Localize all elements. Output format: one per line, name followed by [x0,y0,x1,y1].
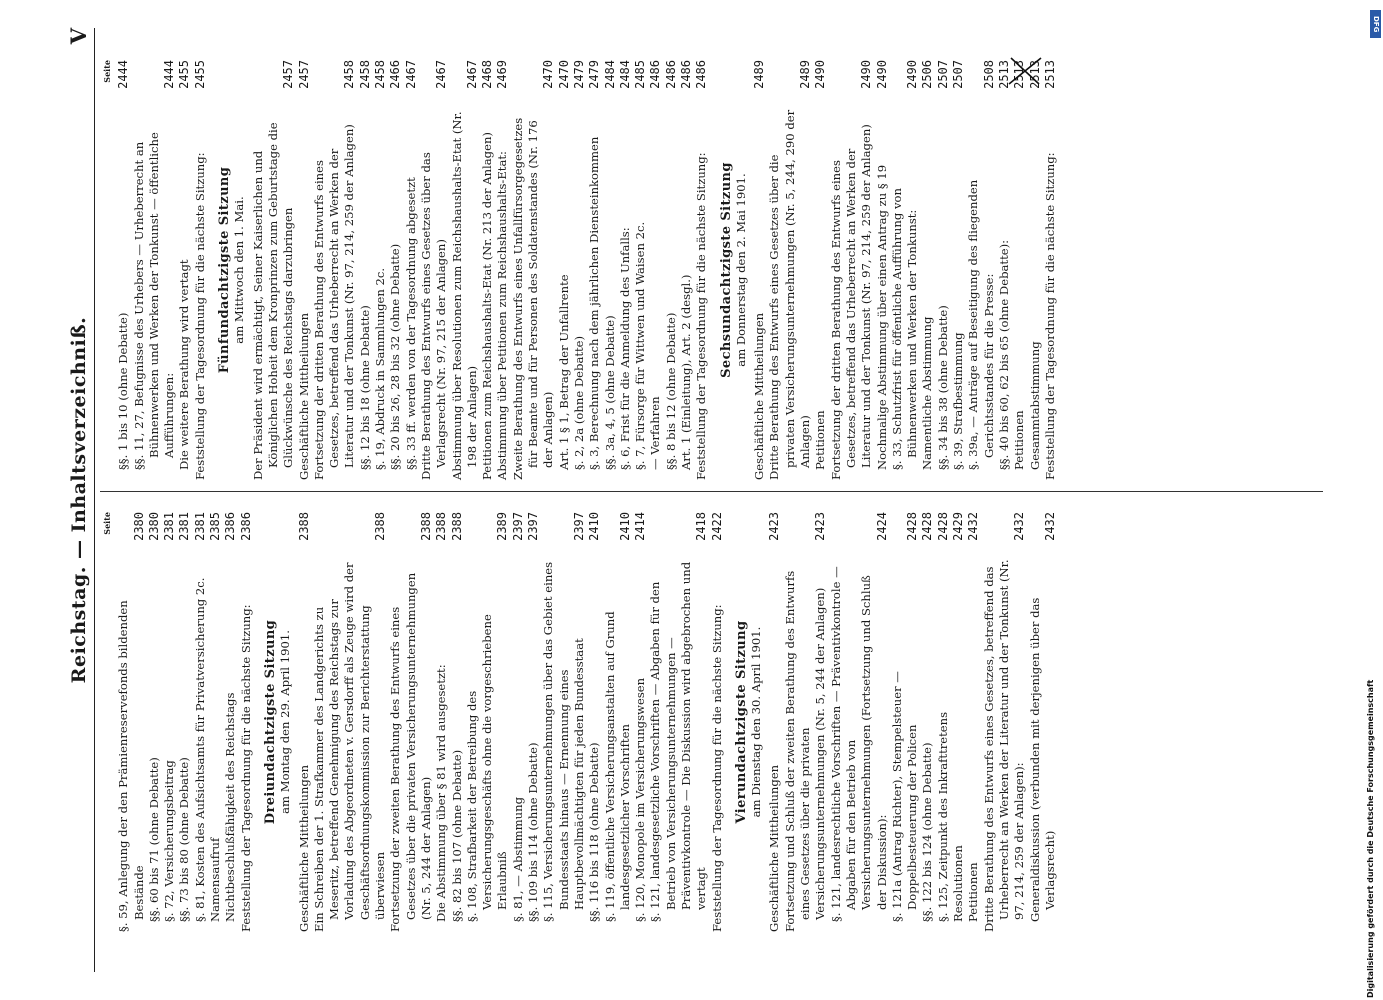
toc-entry-text: Geschäftliche Mittheilungen [296,312,311,480]
page-header [60,28,95,972]
toc-page-number: 2484 [617,60,632,89]
toc-entry [251,60,297,480]
digitization-credit: Digitalisierung gefördert durch die Deutsche Forschungsgemeinschaft [1366,679,1375,998]
toc-entry-text: Geschäftliche Mittheilungen [296,764,311,932]
toc-entry-text: §. 3, Berechnung nach dem jährlichen Diensteinkommen [587,136,602,470]
session-title: Dreiundachtzigste Sitzung [262,619,278,825]
toc-page-number: 2418 [694,512,709,541]
toc-entry-text: §. 81, — Abstimmung [510,796,525,922]
toc-page-number: 2486 [663,60,678,89]
toc-page-number: 2432 [966,512,981,541]
toc-page-number: 2513 [1012,60,1027,89]
toc-entry [312,60,358,480]
toc-page-number: 2444 [162,60,177,89]
toc-entry-text: Namentliche Abstimmung [920,316,935,470]
toc-entry-text: §§. 109 bis 114 (ohne Debatte) [526,742,541,922]
toc-page-number: 2397 [510,512,525,541]
toc-entry-text: Art. 1 (Einleitung), Art. 2 (desgl.) [678,274,693,470]
toc-page-number: 2486 [694,60,709,89]
toc-page-number: 2388 [434,512,449,541]
toc-page-number: 2423 [813,512,828,541]
toc-page-number: 2455 [177,60,192,89]
toc-page-number: 2389 [495,512,510,541]
toc-page-number: 2386 [238,512,253,541]
toc-entry-text: Die Abstimmung über § 81 wird ausgesetzt: [434,664,449,922]
toc-page-number: 2506 [920,60,935,89]
toc-entry-text: Feststellung der Tagesordnung für die nächste Sitzung: [1042,152,1057,480]
toc-entry-text: §§. 73 bis 80 (ohne Debatte) [177,757,192,922]
running-title: Reichstag. — Inhaltsverzeichniß. [68,316,90,684]
toc-entry [767,512,782,932]
toc-entry [982,512,1028,932]
toc-entry [829,60,875,480]
toc-entry [767,60,813,480]
toc-page-number: 2432 [1012,512,1027,541]
toc-entry-text: Nochmalige Abstimmung über einen Antrag zu § 19 [874,164,889,470]
toc-page-number: 2432 [1042,512,1057,541]
toc-entry [890,60,921,480]
toc-page-number: 2508 [981,60,996,89]
toc-entry-text: §§. 40 bis 60, 62 bis 65 (ohne Debatte): [996,239,1011,470]
toc-entry-text: Fortsetzung und Schluß der zweiten Berathung des Entwurfs eines Gesetzes über die privaten Versicherungsunternehmungen (Nr. 5, 244 der Anlagen) [782,570,828,932]
toc-entry-text: Fortsetzung der zweiten Berathung des Entwurfs eines Gesetzes über die privaten Versicherungsunternehmungen (Nr. 5, 244 der Anlagen) [388,572,433,932]
toc-entry [618,60,633,480]
toc-entry-text: §§. 20 bis 26, 28 bis 32 (ohne Debatte) [388,243,403,470]
toc-entry [966,60,997,480]
toc-entry [813,60,828,480]
toc-page-number: 2490 [905,60,920,89]
toc-entry [951,60,966,480]
toc-entry-text: §§. 60 bis 71 (ohne Debatte) [146,757,161,922]
column-divider [100,491,1323,492]
toc-entry-text: §§. 8 bis 12 (ohne Debatte) [663,312,678,470]
toc-entry-text: Feststellung der Tagesordnung für die nächste Sitzung: [238,604,253,932]
toc-entry [162,512,177,932]
toc-entry [526,512,541,932]
toc-entry [633,60,648,480]
toc-entry-text: Fortsetzung der dritten Berathung des Entwurfs eines Gesetzes, betreffend das Urheberrecht an Werken der Literatur und der Tonkunst (Nr. 97, 214, 259 der Anlagen) [828,124,874,480]
toc-entry [648,60,663,480]
left-column [100,512,1313,932]
toc-entry-text: §. 33, Schutzfrist für öffentliche Aufführung von Bühnenwerken und Werken der Tonkunst: [889,188,920,470]
toc-entry-text: Abstimmung über Resolutionen zum Reichshaushalts-Etat (Nr. 198 der Anlagen) [449,111,479,480]
toc-entry [920,512,935,932]
toc-entry [147,512,162,932]
toc-entry-text: §§. 33 ff. werden von der Tagesordnung abgesetzt [403,177,418,470]
toc-entry [116,512,147,932]
toc-entry-text: Geschäftliche Mittheilungen [752,312,767,480]
toc-page-number: 2414 [633,512,648,541]
toc-page-number: 2513 [1027,60,1042,89]
toc-entry [297,512,312,932]
toc-entry-text: Ein Schreiben der 1. Strafkammer des Landgerichts zu Meseritz, betreffend Genehmigung des Reichstags zur Vorladung des Abgeordneten v. Gersdorff als Zeuge wird der Geschäftsordnungskommission zur Berichterstattung überwiesen [311,562,388,932]
toc-entry [936,60,951,480]
toc-entry-text: Die weitere Berathung wird vertagt [177,259,192,470]
toc-page-number: 2490 [874,60,889,89]
toc-page-number: 2397 [571,512,586,541]
toc-entry [480,60,495,480]
session-title: Fünfundachtzigste Sitzung [217,166,233,374]
toc-entry-text: Petitionen [966,862,981,922]
toc-entry-text: Dritte Berathung des Entwurfs eines Gesetzes über die privaten Versicherungsunternehmungen (Nr. 5, 244, 290 der Anlagen) [767,109,813,480]
toc-entry-text: Abstimmung über Petitionen zum Reichshaushalts-Etat: [495,151,510,480]
toc-entry-text: §. 120, Monopole im Versicherungswesen [633,677,648,922]
toc-page-number: 2513 [996,60,1011,89]
toc-entry-text: §. 19, Abdruck in Sammlungen 2c. [373,267,388,470]
toc-page-number: 2380 [131,512,146,541]
toc-entry [679,60,694,480]
toc-page-number: 2485 [633,60,648,89]
toc-page-number: 2490 [859,60,874,89]
handwritten-cross-mark [1005,54,1045,88]
toc-page-number: 2388 [418,512,433,541]
toc-page-number: 2467 [403,60,418,89]
toc-entry-text: Geschäftliche Mittheilungen [767,764,782,932]
toc-entry-text: §. 115, Versicherungsunternehmungen über das Gebiet eines Bundesstaats hinaus — Ernennung eines Hauptbevollmächtigten für jeden Bundesstaat [541,561,586,922]
seite-label: Seite [102,60,112,83]
toc-entry-text: Gesammtabstimmung [1027,341,1042,470]
toc-entry [997,60,1012,480]
toc-entry-text: Nichtbeschlußfähigkeit des Reichstags [223,692,238,922]
session-date: am Dienstag den 30. April 1901. [749,626,764,818]
toc-entry-text: Resolutionen [951,845,966,922]
toc-entry [557,60,572,480]
toc-entry-text: §§. 12 bis 18 (ohne Debatte) [357,305,372,470]
toc-entry-text: Fortsetzung der dritten Berathung des Entwurfs eines Gesetzes, betreffend das Urheberrecht an Werken der Literatur und der Tonkunst (Nr. 97, 214, 259 der Anlagen) [311,124,357,480]
toc-entry [193,512,208,932]
toc-page-number: 2468 [480,60,495,89]
toc-entry [511,60,557,480]
toc-page-number: 2388 [373,512,388,541]
toc-page-number: 2410 [617,512,632,541]
toc-page-number: 2397 [526,512,541,541]
toc-entry [890,512,921,932]
toc-entry [587,60,602,480]
toc-page-number: 2428 [920,512,935,541]
toc-page-number: 2410 [587,512,602,541]
toc-entry [633,512,648,932]
toc-entry-text: §. 2, 2a (ohne Debatte) [571,335,586,470]
toc-entry [951,512,966,932]
toc-entry [297,60,312,480]
toc-entry-text: §§. 1 bis 10 (ohne Debatte) [116,312,131,470]
toc-entry-text: Dritte Berathung des Entwurfs eines Gesetzes, betreffend das Urheberrecht an Werken der Literatur und der Tonkunst (Nr. 97, 214, 259 der Anlagen): [981,559,1027,932]
toc-entry [1028,512,1059,932]
toc-entry [920,60,935,480]
toc-entry-text: Generaldiskussion (verbunden mit derjenigen über das Verlagsrecht) [1027,597,1057,922]
toc-page-number: 2457 [281,60,296,89]
toc-entry [664,60,679,480]
toc-entry-text: §. 121a (Antrag Richter), Stempelsteuer — Doppelbesteuerung der Policen [889,671,920,922]
toc-entry-text: §. 39a, — Anträge auf Beseitigung des fliegenden Gerichtsstandes für die Presse: [966,179,996,470]
toc-entry [936,512,951,932]
toc-entry-text: §§. 11, 27, Befugnisse des Urhebers — Urheberrecht an Bühnenwerken und Werken der Tonkunst — öffentliche Aufführungen: [131,132,177,470]
toc-entry-text: Feststellung der Tagesordnung für die nächste Sitzung: [709,604,724,932]
toc-entry [450,512,465,932]
toc-entry [239,512,254,932]
toc-page-number: 2513 [1042,60,1057,89]
toc-page-number: 2386 [223,512,238,541]
toc-page-number: 2479 [587,60,602,89]
toc-page-number: 2507 [951,60,966,89]
toc-page-number: 2458 [373,60,388,89]
toc-entry [193,60,208,480]
toc-entry [132,60,178,480]
toc-entry-text: §. 125, Zeitpunkt des Inkrafttretens [935,711,950,922]
toc-page-number: 2489 [752,60,767,89]
toc-entry-text: §§. 122 bis 124 (ohne Debatte) [920,742,935,922]
toc-entry [177,512,192,932]
toc-entry-text: Zweite Berathung des Entwurfs eines Unfallfürsorgegesetzes für Beamte und für Personen des Soldatenstandes (Nr. 176 der Anlagen) [510,117,556,480]
toc-entry-text: Feststellung der Tagesordnung für die nächste Sitzung: [694,152,709,480]
toc-entry [404,60,419,480]
toc-entry-text: §. 72, Versicherungsbeitrag [162,760,177,922]
toc-entry [208,512,223,932]
toc-entry [116,60,131,480]
session-date: am Montag den 29. April 1901. [278,630,293,814]
toc-entry [495,60,510,480]
toc-page-number: 2444 [116,60,131,89]
toc-entry-text: §. 7, Fürsorge für Wittwen und Waisen 2c. [633,221,648,470]
toc-page-number: 2388 [449,512,464,541]
toc-entry-text: §. 121, landesgesetzliche Vorschriften — Abgaben für den Betrieb von Versicherungsunternehmungen — Präventivkontrole — Die Diskussion wird abgebrochen und vertagt [648,561,709,922]
toc-page-number: 2490 [813,60,828,89]
toc-entry [603,60,618,480]
toc-page-number: 2489 [798,60,813,89]
toc-entry [388,60,403,480]
toc-entry-text: Namensaufruf [208,837,223,922]
toc-entry [388,512,434,932]
toc-entry-text: §. 81, Kosten des Aufsichtsamts für Privatversicherung 2c. [192,577,207,922]
toc-page-number: 2484 [602,60,617,89]
toc-entry [648,512,709,932]
toc-page-number: 2486 [648,60,663,89]
toc-page-number: 2455 [192,60,207,89]
toc-entry-text: §. 121, landesrechtliche Vorschriften — Präventivkontrole — Abgaben für den Betrieb von Versicherungsunternehmungen (Fortsetzung und Schluß der Diskussion): [828,566,889,922]
toc-entry-text: — Verfahren [648,396,663,470]
toc-page-number: 2466 [388,60,403,89]
toc-page-number: 2470 [541,60,556,89]
toc-page-number: 2381 [177,512,192,541]
toc-entry-text: §. 119, öffentliche Versicherungsanstalten auf Grund landesgesetzlicher Vorschriften [602,611,632,922]
toc-entry-text: §. 6, Frist für die Anmeldung des Unfalls: [617,227,632,470]
toc-page-number: 2423 [767,512,782,541]
toc-page-number: 2458 [342,60,357,89]
toc-entry [966,512,981,932]
toc-entry-text: §§. 116 bis 118 (ohne Debatte) [587,742,602,922]
toc-entry-text: Dritte Berathung des Entwurfs eines Gesetzes über das Verlagsrecht (Nr. 97, 215 der Anlagen) [418,152,449,480]
toc-page-number: 2479 [571,60,586,89]
toc-entry [511,512,526,932]
dfg-logo: DFG [1370,10,1381,38]
toc-entry [177,60,192,480]
toc-entry [465,512,511,932]
toc-entry [312,512,388,932]
toc-entry [875,60,890,480]
toc-entry [829,512,890,932]
toc-page-number: 2428 [905,512,920,541]
toc-page-number: 2469 [495,60,510,89]
toc-page-number: 2486 [678,60,693,89]
toc-page-number: 2457 [296,60,311,89]
toc-entry [358,60,373,480]
toc-entry [373,60,388,480]
session-date: am Mittwoch den 1. Mai. [232,196,247,344]
toc-entry-text: Der Präsident wird ermächtigt, Seiner Kaiserlichen und Königlichen Hoheit dem Kronprinzen zum Geburtstage die Glückwünsche des Reichstags darzubringen [250,122,296,480]
toc-entry-text: Petitionen zum Reichshaushalts-Etat (Nr. 213 der Anlagen) [480,132,495,480]
toc-entry [572,60,587,480]
session-date: am Donnerstag den 2. Mai 1901. [733,173,748,367]
toc-page-number: 2388 [296,512,311,541]
toc-page-number: 2381 [192,512,207,541]
toc-entry [541,512,587,932]
toc-entry-text: Feststellung der Tagesordnung für die nächste Sitzung: [192,152,207,480]
toc-entry [783,512,829,932]
toc-entry-text: §§. 3a, 4, 5 (ohne Debatte) [602,315,617,470]
toc-entry-text: Art. 1 § 1, Betrag der Unfallrente [556,274,571,470]
toc-entry-text: Petitionen [813,410,828,470]
toc-entry-text: §§. 82 bis 107 (ohne Debatte) [449,749,464,922]
toc-page-number: 2458 [357,60,372,89]
toc-entry [710,512,725,932]
toc-page-number: 2381 [162,512,177,541]
toc-entry-text: §§. 34 bis 38 (ohne Debatte) [935,305,950,470]
toc-page-number: 2428 [935,512,950,541]
toc-page-number: 2467 [434,60,449,89]
toc-entry [587,512,602,932]
seite-label: Seite [102,512,112,535]
toc-entry-text: §. 39, Strafbestimmung [951,332,966,470]
toc-entry [1028,60,1043,480]
toc-entry-text: §. 59, Anlegung der den Prämienreservefonds bildenden Bestände [116,600,146,932]
toc-entry [434,512,449,932]
toc-entry [752,60,767,480]
toc-page-number: 2380 [146,512,161,541]
toc-entry [1012,60,1027,480]
toc-page-number: 2429 [951,512,966,541]
right-column [100,60,1313,480]
toc-entry-text: §. 108, Strafbarkeit der Betreibung des Versicherungsgeschäfts ohne die vorgeschriebene Erlaubniß [464,614,510,922]
toc-page-number: 2467 [464,60,479,89]
page-number: V [66,28,91,45]
toc-page-number: 2424 [874,512,889,541]
toc-page-number: 2422 [709,512,724,541]
toc-page-number: 2385 [208,512,223,541]
toc-entry [450,60,481,480]
toc-entry [603,512,634,932]
toc-entry [223,512,238,932]
toc-entry-text: Petitionen [1012,410,1027,470]
session-title: Vierundachtzigste Sitzung [733,620,749,824]
toc-entry [1043,60,1058,480]
toc-entry [694,60,709,480]
toc-page-number: 2507 [935,60,950,89]
session-title: Sechsundachtzigste Sitzung [718,162,734,378]
toc-entry [419,60,450,480]
toc-page-number: 2470 [556,60,571,89]
